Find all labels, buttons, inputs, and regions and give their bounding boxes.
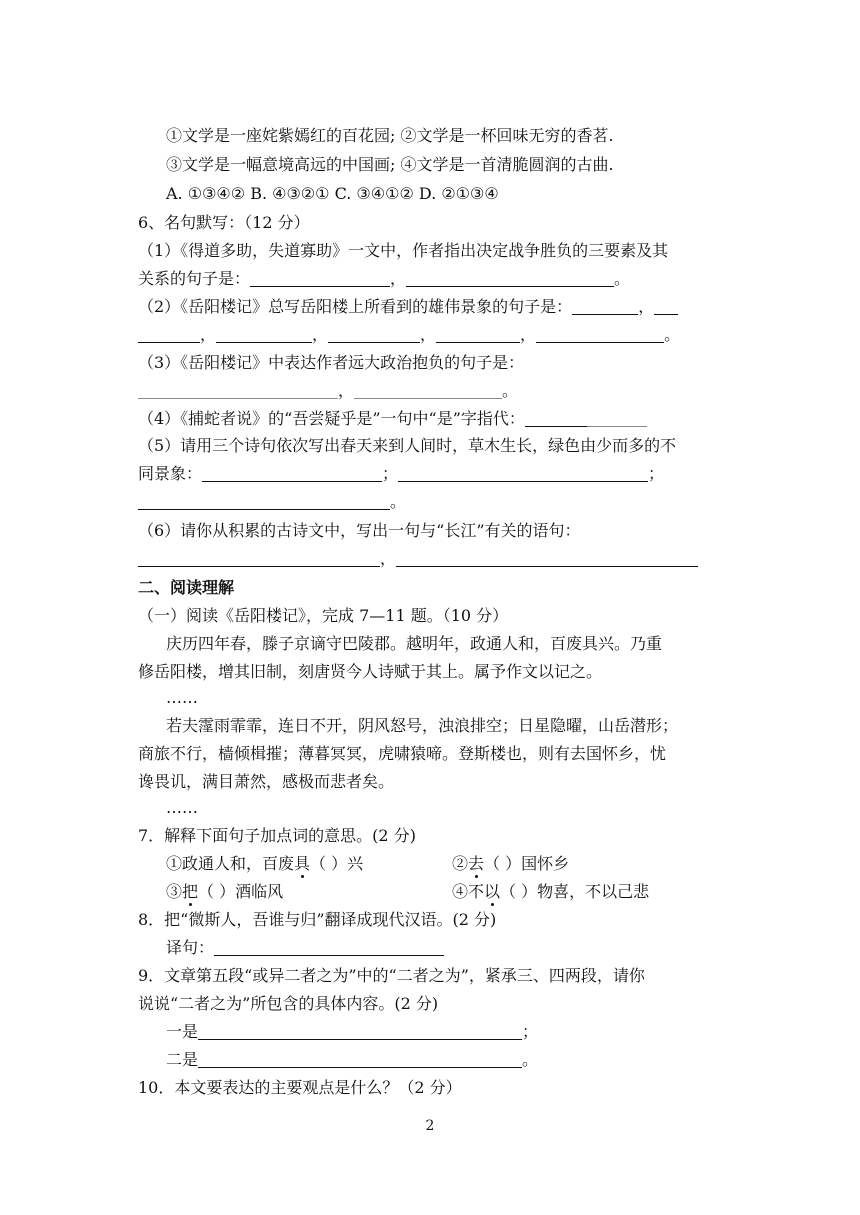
q7-item2: [452, 854, 569, 876]
answer-blank[interactable]: [398, 465, 648, 482]
answer-blank[interactable]: [250, 270, 390, 287]
q6-p2-text: （2）《岳阳楼记》总写岳阳楼上所看到的雄伟景象的句子是：: [138, 297, 573, 316]
q6-p6: （6）请你从积累的古诗文中，写出一句与“长江”有关的语句：: [138, 521, 581, 540]
answer-blank[interactable]: [436, 326, 520, 343]
q7-item3-blank[interactable]: （ ）酒临风: [198, 882, 284, 901]
answer-blank[interactable]: [354, 382, 502, 399]
q10-title: 10．本文要表达的主要观点是什么？（2 分）: [138, 1078, 462, 1097]
q6-p6-blanks: ，: [138, 549, 698, 571]
passage-para1a: 庆历四年春，滕子京谪守巴陵郡。越明年，政通人和，百废具兴。乃重: [166, 634, 663, 653]
q7-item2-blank[interactable]: （ ）国怀乡: [484, 854, 570, 873]
q6-p3: （3）《岳阳楼记》中表达作者远大政治抱负的句子是：: [138, 353, 525, 372]
q7-item4-text: ④不: [452, 882, 485, 901]
answer-blank[interactable]: [198, 1023, 522, 1040]
q7-item3-text: ③: [166, 882, 183, 901]
passage-ellipsis: ……: [166, 798, 198, 817]
passage-para2b: 商旅不行，樯倾楫摧；薄暮冥冥，虎啸猿啼。登斯楼也，则有去国怀乡，忧: [138, 744, 667, 763]
answer-blank[interactable]: [587, 410, 647, 427]
q7-item2-text: ②: [452, 854, 469, 873]
page-number: 2: [425, 1118, 435, 1134]
q8-answer: [166, 938, 444, 960]
q9-title1: 9．文章第五段“或异二者之为”中的“二者之为”，紧承三、四两段，请你: [138, 966, 645, 985]
q7-title: 7．解释下面句子加点词的意思。(2 分): [138, 826, 416, 845]
q7-item1-blank[interactable]: （ ）兴: [310, 854, 364, 873]
answer-blank[interactable]: [138, 493, 390, 510]
q7-item3: [166, 882, 283, 904]
answer-blank[interactable]: [536, 326, 664, 343]
section2-title: 二、阅读理解: [138, 578, 235, 597]
answer-blank[interactable]: [138, 382, 338, 399]
dotted-word: 把: [182, 882, 199, 901]
q6-p4-text: （4）《捕蛇者说》的“吾尝疑乎是”一句中“是”字指代：: [138, 409, 525, 428]
answer-blank[interactable]: [138, 550, 380, 567]
q6-p2: （2）《岳阳楼记》总写岳阳楼上所看到的雄伟景象的句子是： ，: [138, 297, 678, 319]
passage-para1b: 修岳阳楼，增其旧制，刻唐贤今人诗赋于其上。属予作文以记之。: [138, 662, 603, 681]
answer-blank[interactable]: [572, 298, 638, 315]
answer-blank[interactable]: [406, 270, 614, 287]
passage-para2c: 谗畏讥，满目萧然，感极而悲者矣。: [138, 772, 395, 791]
dotted-word: 具: [294, 854, 311, 873]
q6-title: 6、名句默写：（12 分）: [138, 213, 310, 232]
answer-blank[interactable]: [396, 550, 698, 567]
q5-line2: ③文学是一幅意境高远的中国画; ④文学是一首清脆圆润的古曲.: [166, 155, 614, 174]
answer-blank[interactable]: [202, 465, 382, 482]
answer-blank[interactable]: [138, 326, 200, 343]
dotted-word: 以: [484, 882, 501, 901]
answer-blank[interactable]: [525, 410, 587, 427]
q9-answer1: 一是 ；: [166, 1022, 539, 1041]
q7-item1: [166, 854, 363, 876]
q8-label: 译句：: [166, 938, 215, 957]
q7-item4: [452, 882, 649, 904]
answer-blank[interactable]: [328, 326, 420, 343]
answer-blank[interactable]: [198, 1051, 522, 1068]
q8-title: 8．把“微斯人，吾谁与归”翻译成现代汉语。(2 分): [138, 910, 497, 929]
passage-para2a: 若夫霪雨霏霏，连日不开，阴风怒号，浊浪排空；日星隐曜，山岳潜形；: [166, 716, 679, 735]
q6-p3-blanks: ， 。: [138, 381, 518, 403]
q9-answer2: 二是 。: [166, 1050, 539, 1069]
q6-p5-blank: 。: [138, 492, 406, 514]
q6-p2-blanks: ， ， ， ， 。: [138, 325, 680, 347]
q6-p1b: 关系的句子是： ， 。: [138, 269, 631, 288]
q5-line1: ①文学是一座姹紫嫣红的百花园; ②文学是一杯回味无穷的香茗.: [166, 126, 614, 145]
section2-subtitle: （一）阅读《岳阳楼记》，完成 7—11 题。（10 分）: [138, 606, 509, 625]
q7-item4-blank[interactable]: （ ）物喜，不以己悲: [500, 882, 650, 901]
q5-options: A. ①③④② B. ④③②① C. ③④①② D. ②①③④: [166, 184, 499, 203]
q6-p1b-text: 关系的句子是：: [138, 269, 251, 288]
q6-p5b-text: 同景象：: [138, 464, 203, 483]
q6-p1a: （1）《得道多助，失道寡助》一文中，作者指出决定战争胜负的三要素及其: [138, 241, 669, 260]
q6-p5a: （5）请用三个诗句依次写出春天来到人间时，草木生长，绿色由少而多的不: [138, 436, 677, 455]
passage-ellipsis: ……: [166, 688, 198, 707]
q9-label2: 二是: [166, 1050, 199, 1069]
q9-label1: 一是: [166, 1022, 199, 1041]
q6-p4: [138, 409, 647, 431]
answer-blank[interactable]: [214, 939, 444, 956]
q6-p5b: 同景象： ； ；: [138, 464, 665, 483]
answer-blank[interactable]: [654, 298, 678, 315]
dotted-word: 去: [468, 854, 485, 873]
q9-title2: 说说“二者之为”所包含的具体内容。(2 分): [138, 994, 439, 1013]
answer-blank[interactable]: [216, 326, 312, 343]
q7-item1-text: ①政通人和，百废: [166, 854, 295, 873]
